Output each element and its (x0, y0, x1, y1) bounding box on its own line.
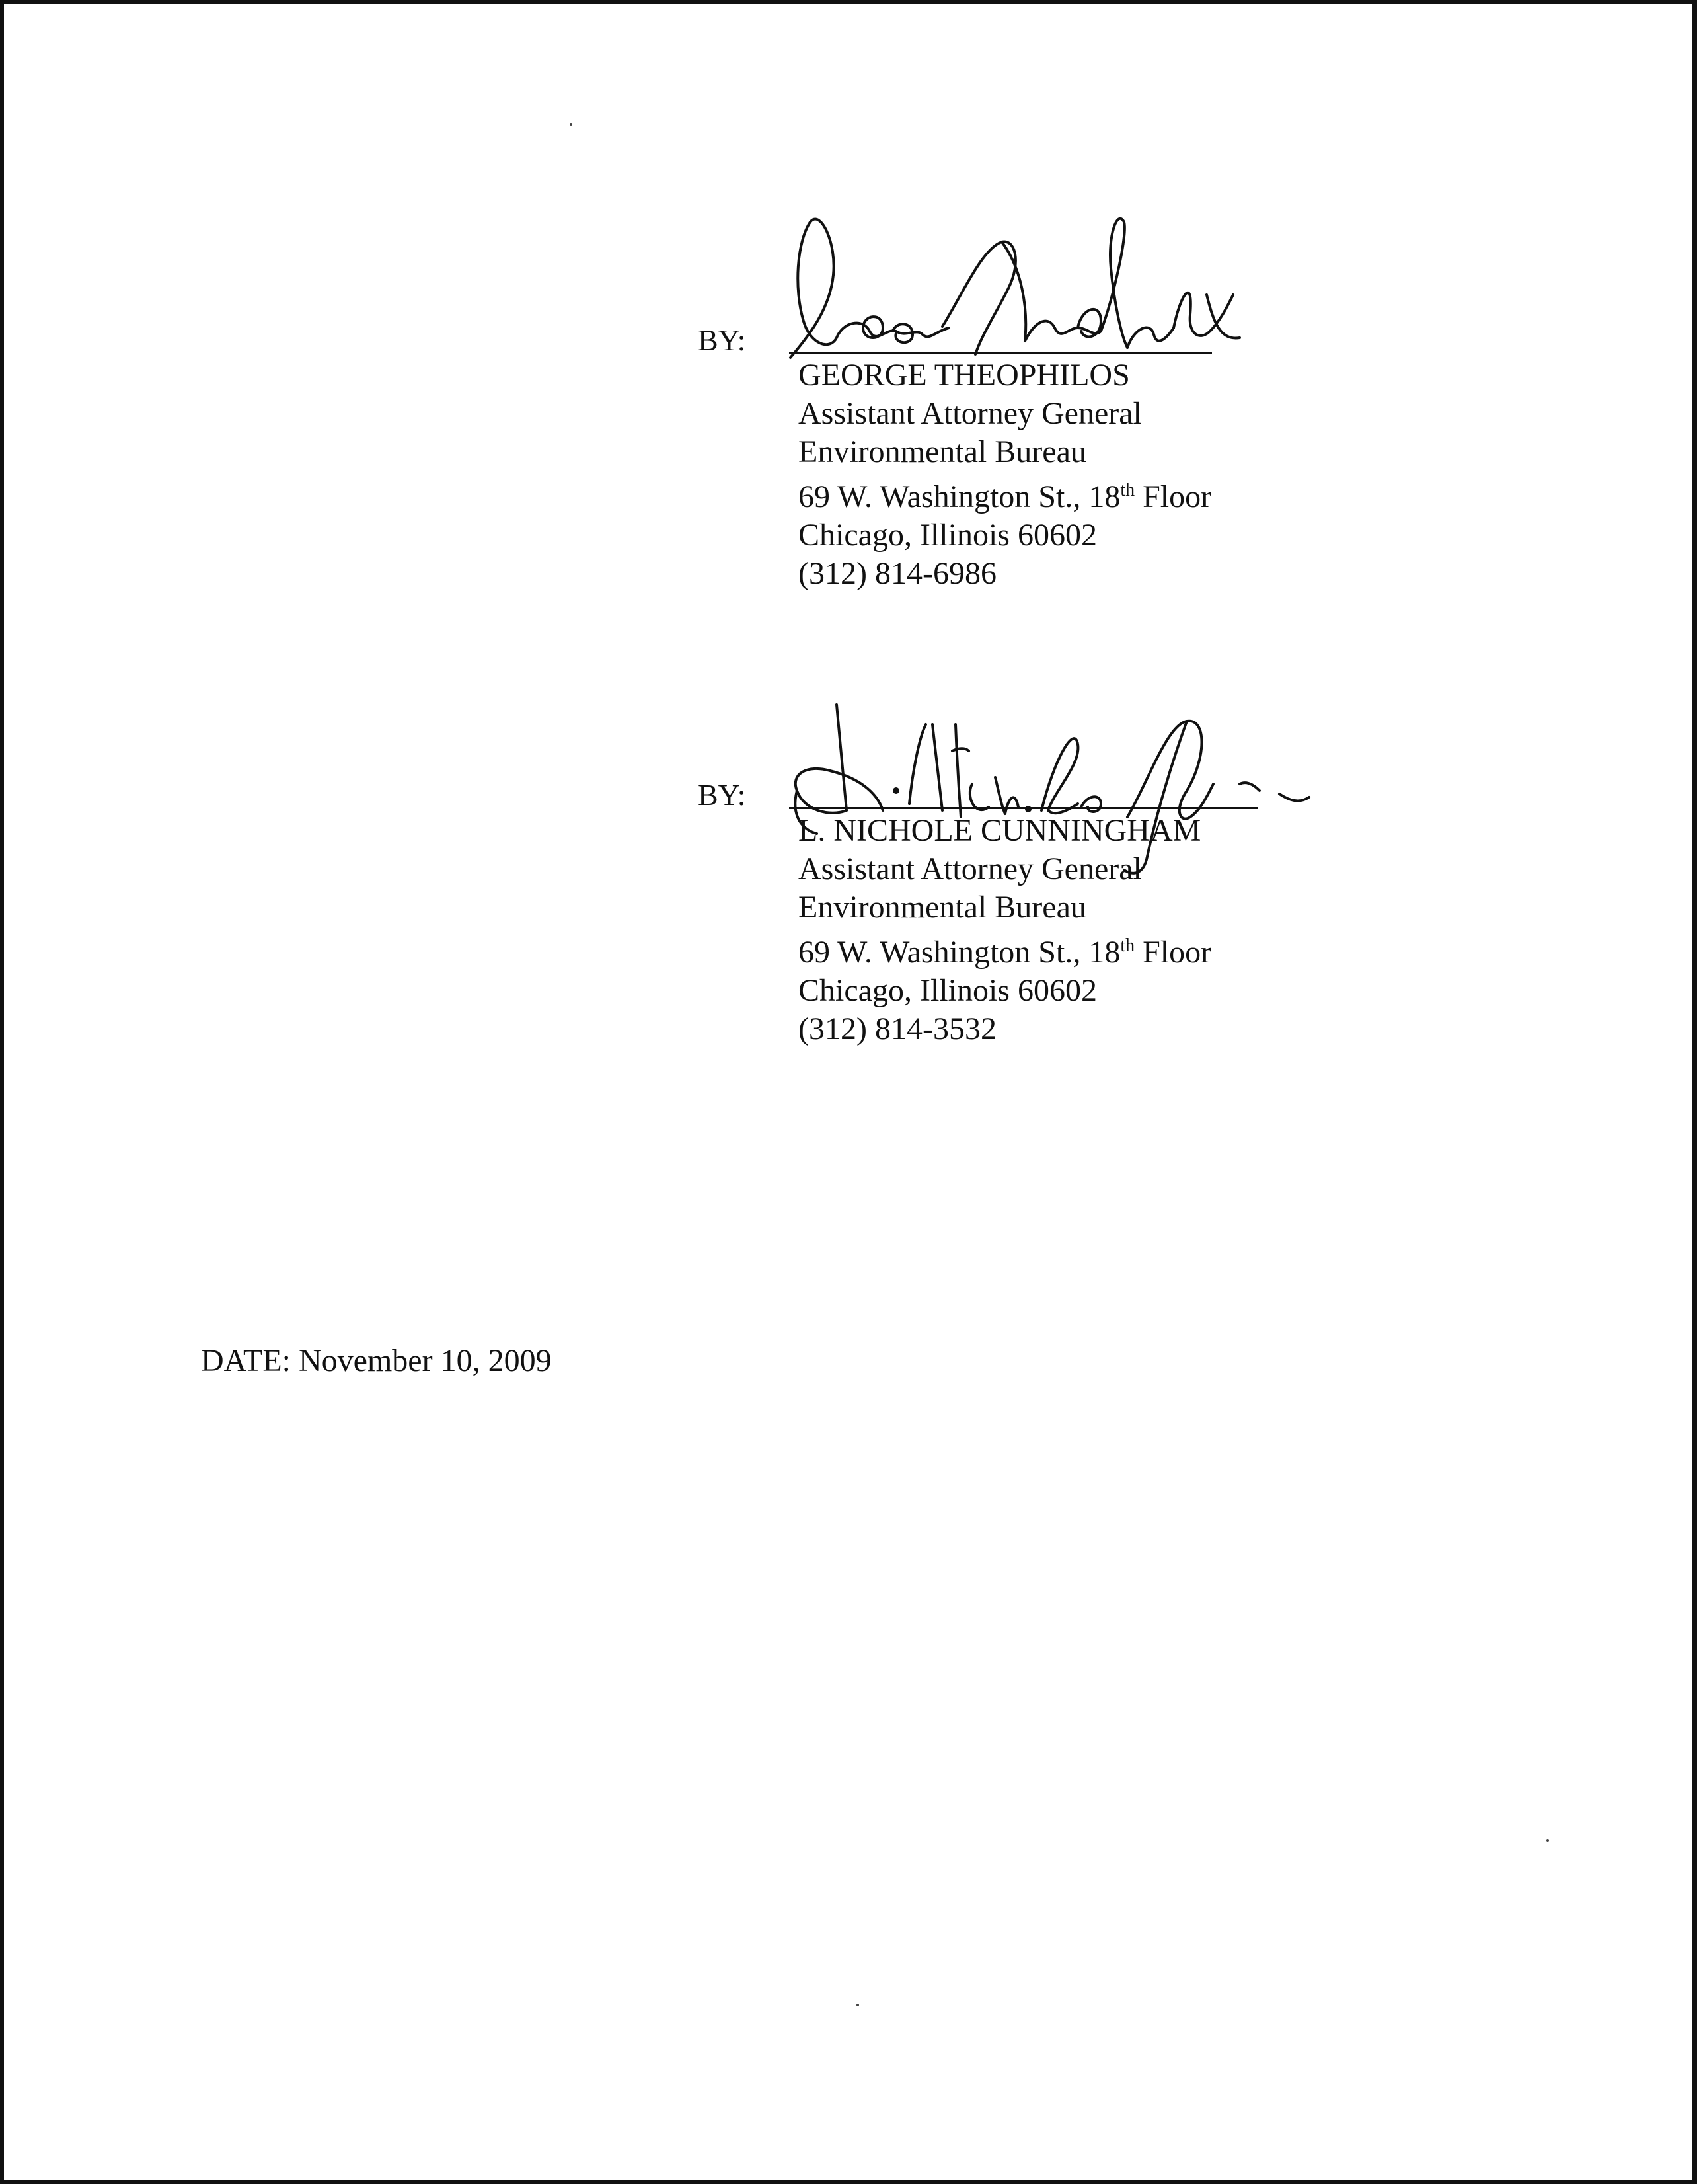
scan-speck (856, 2004, 859, 2006)
signer-city: Chicago, Illinois 60602 (798, 973, 1097, 1008)
scan-speck (570, 123, 572, 126)
by-label: BY: (698, 778, 746, 812)
signature-line (789, 807, 1258, 809)
address-floor: Floor (1135, 479, 1212, 514)
signer-title: Assistant Attorney General (798, 851, 1142, 886)
address-floor: Floor (1135, 935, 1212, 970)
signer-phone: (312) 814-6986 (798, 556, 997, 591)
date-line: DATE: November 10, 2009 (201, 1343, 552, 1378)
address-ordinal-suffix: th (1120, 480, 1135, 500)
address-street: 69 W. Washington St., 18 (798, 479, 1121, 514)
signer-name: GEORGE THEOPHILOS (798, 358, 1130, 393)
signer-block-2 (798, 812, 1211, 1048)
address-street: 69 W. Washington St., 18 (798, 935, 1121, 970)
signature-line (789, 352, 1212, 354)
signer-bureau: Environmental Bureau (798, 890, 1086, 925)
address-ordinal-suffix: th (1120, 935, 1135, 956)
signer-block-1 (798, 356, 1211, 593)
signer-phone: (312) 814-3532 (798, 1011, 997, 1046)
signer-name: L. NICHOLE CUNNINGHAM (798, 813, 1201, 848)
scan-speck (1546, 1839, 1549, 1842)
signer-address (798, 471, 1211, 516)
signer-title: Assistant Attorney General (798, 396, 1142, 431)
signer-city: Chicago, Illinois 60602 (798, 518, 1097, 553)
by-label: BY: (698, 323, 746, 357)
signer-address (798, 927, 1211, 972)
signer-bureau: Environmental Bureau (798, 434, 1086, 469)
